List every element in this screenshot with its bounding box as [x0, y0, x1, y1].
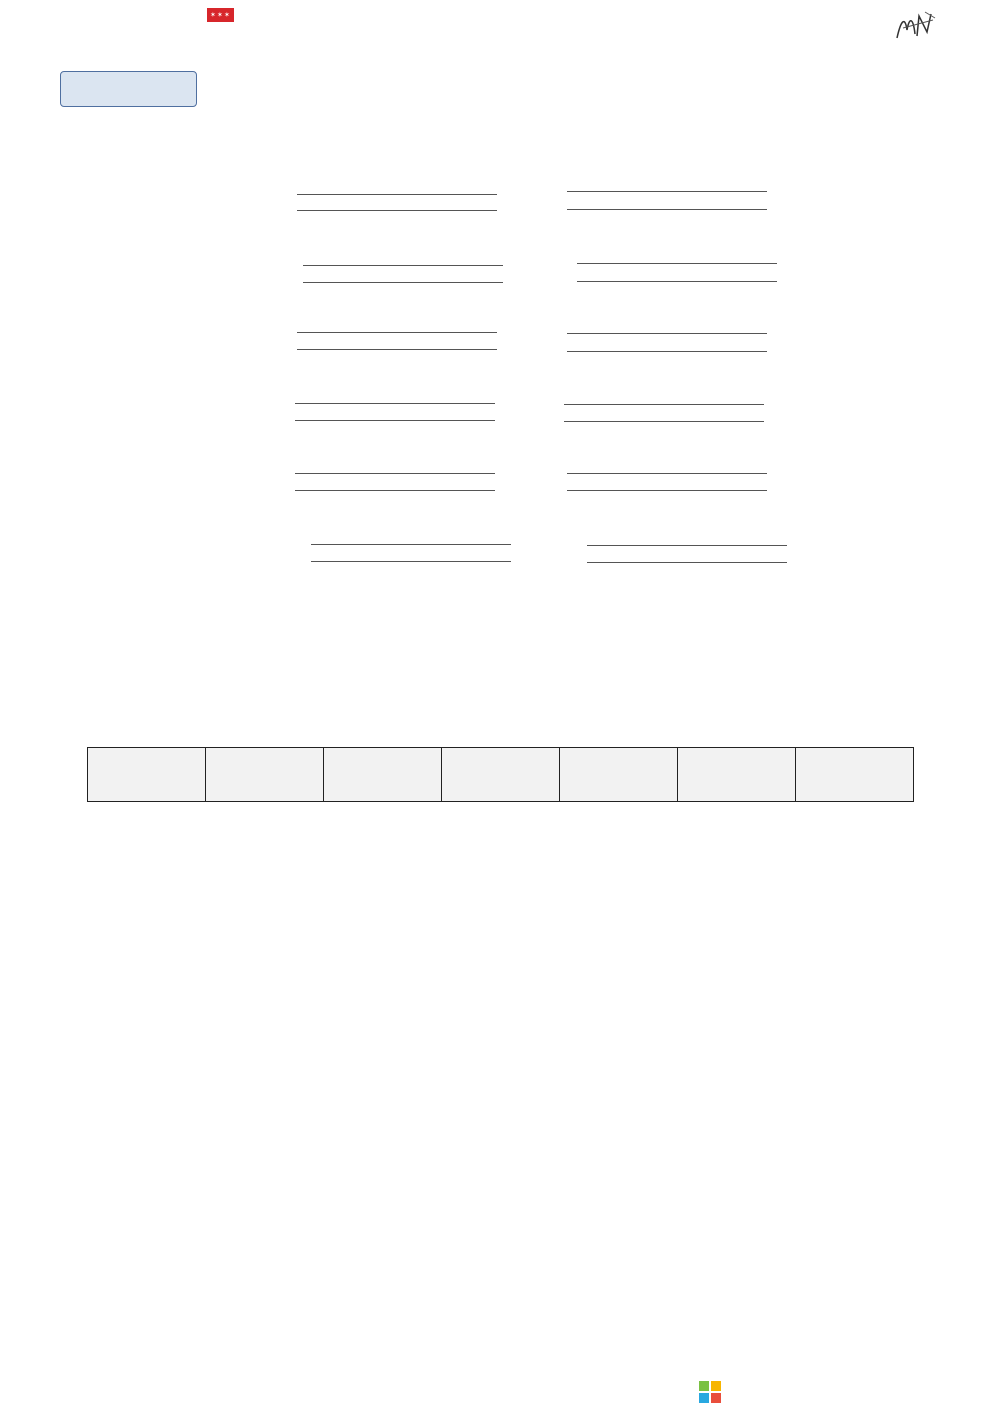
header-cell[interactable] — [678, 748, 796, 802]
header-cell[interactable] — [88, 748, 206, 802]
m-answer-line[interactable] — [567, 209, 767, 210]
km-answer-line[interactable] — [311, 561, 511, 562]
km-answer-line[interactable] — [297, 210, 497, 211]
m-answer-line[interactable] — [567, 351, 767, 352]
m-answer-line[interactable] — [577, 281, 777, 282]
madrid-flag-icon: ✶ ✶ ✶ — [207, 8, 234, 22]
header-cell[interactable] — [324, 748, 442, 802]
header-cell[interactable] — [796, 748, 914, 802]
km-answer-line[interactable] — [297, 349, 497, 350]
header-cell[interactable] — [560, 748, 678, 802]
liveworksheets-logo-icon — [699, 1381, 721, 1403]
m-answer-line[interactable] — [564, 421, 764, 422]
units-table-header-row — [88, 748, 914, 802]
points-badge — [60, 71, 197, 107]
header-cell-meter — [442, 748, 560, 802]
m-answer-line[interactable] — [587, 562, 787, 563]
km-answer-line[interactable] — [295, 490, 495, 491]
header-cell[interactable] — [206, 748, 324, 802]
units-table — [87, 747, 914, 802]
m-answer-line[interactable] — [567, 490, 767, 491]
km-answer-line[interactable] — [295, 420, 495, 421]
km-answer-line[interactable] — [303, 282, 503, 283]
